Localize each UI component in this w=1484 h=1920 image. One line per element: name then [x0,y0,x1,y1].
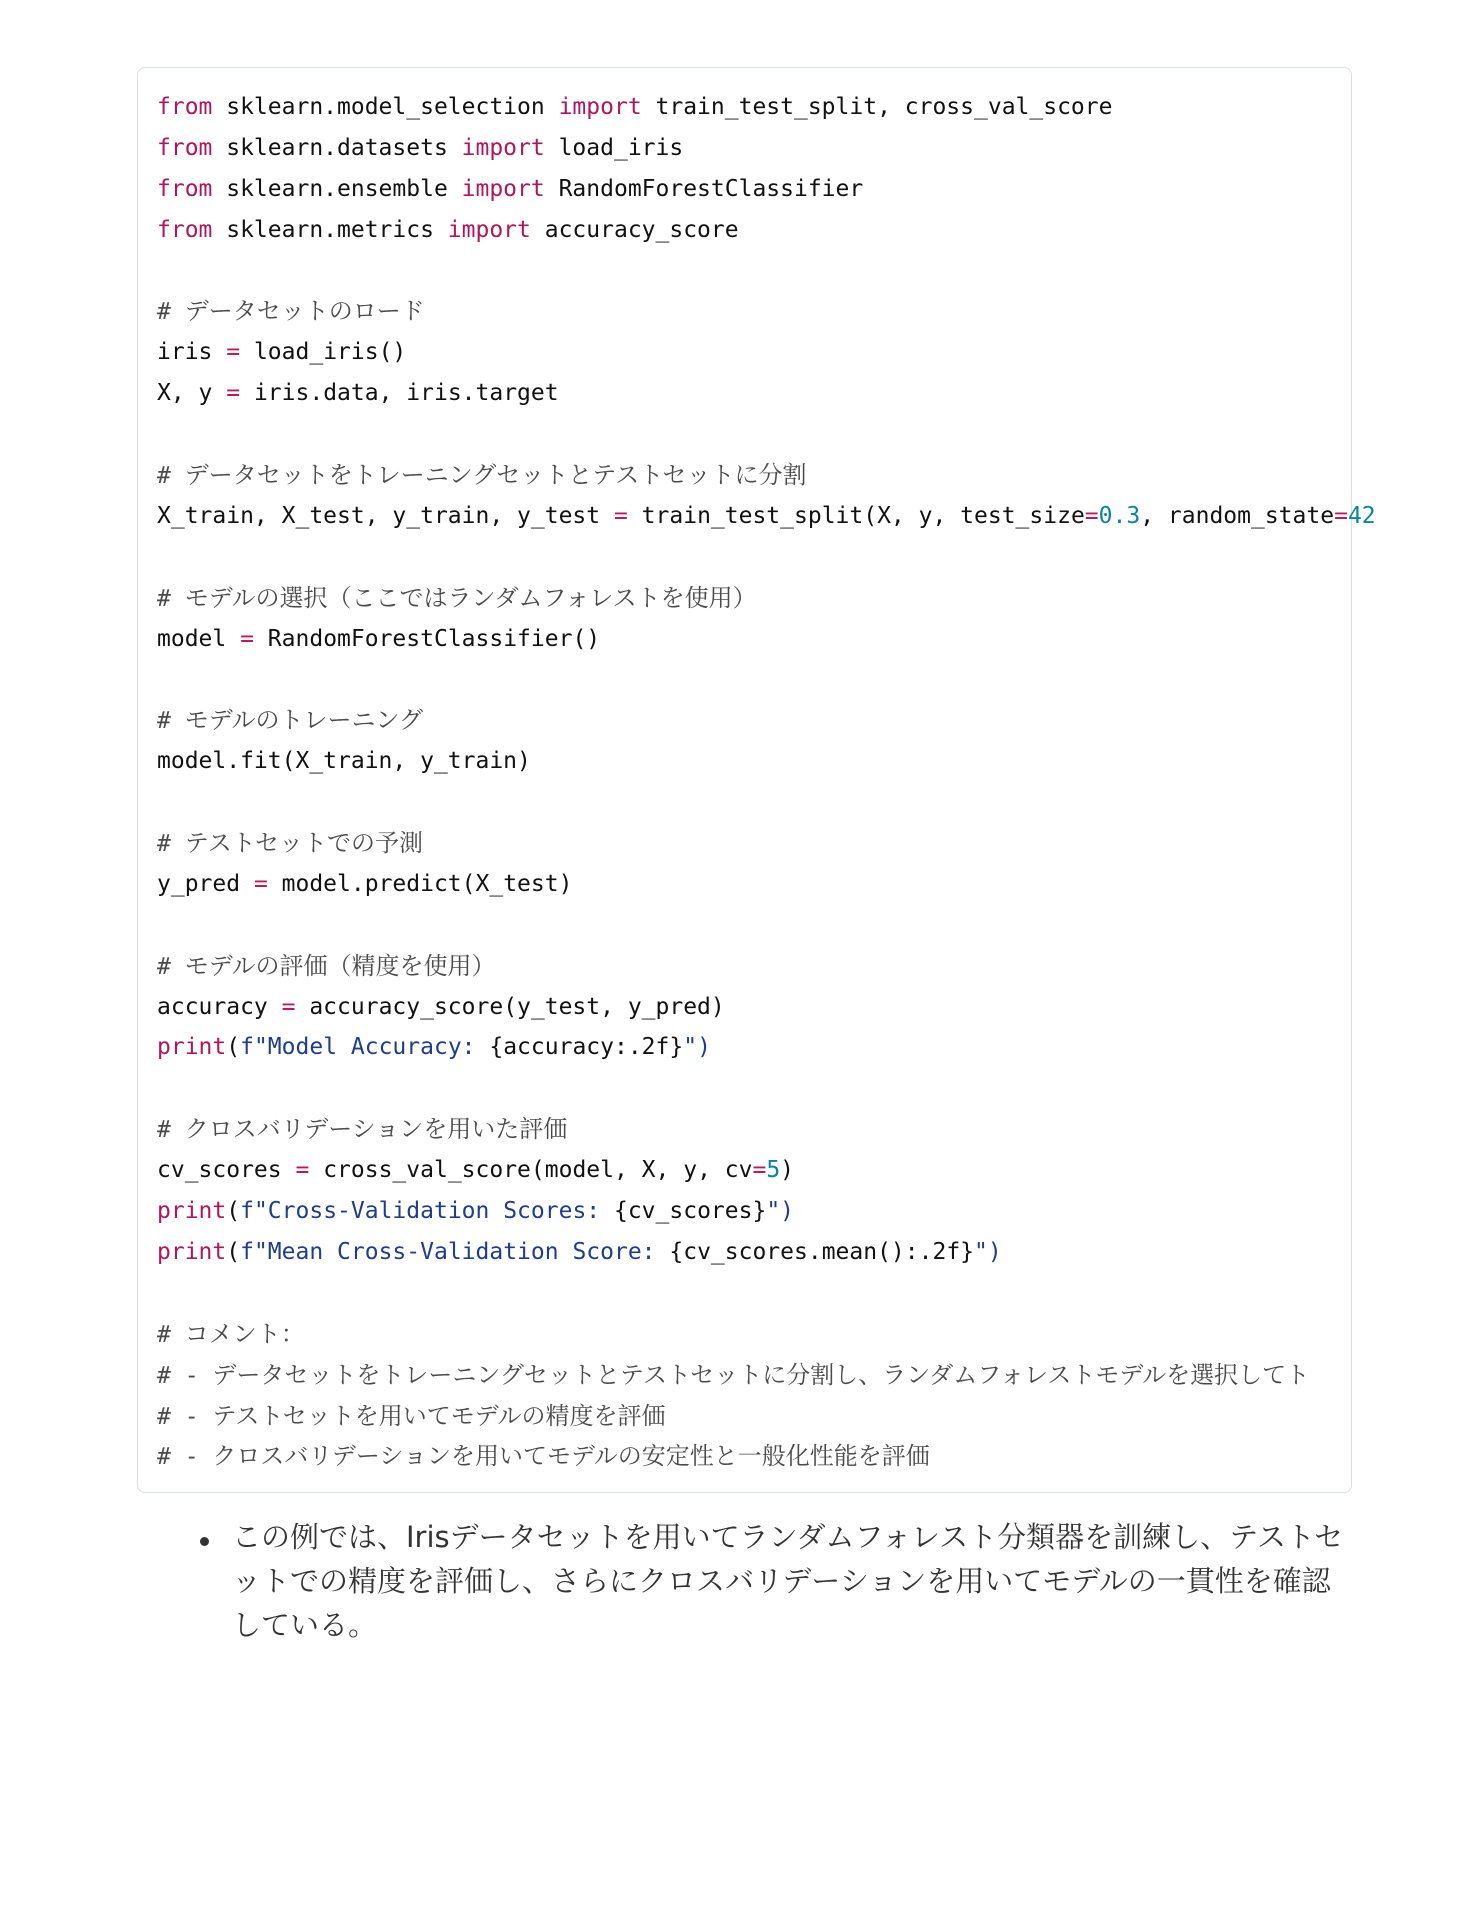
code-line-import-metrics [157,210,1351,251]
module-name: sklearn.model_selection [212,94,559,120]
code-operator: = [1084,502,1099,529]
code-block [137,67,1376,1493]
comment-text: クロスバリデーションを用いてモデルの安定性と一般化性能を評価 [212,1442,930,1471]
code-format-expr: {cv_scores} [613,1198,767,1225]
comment-hash: # [157,1117,185,1144]
code-paren: ) [780,1157,795,1184]
bullet-marker [200,1537,209,1546]
code-number: 0.3 [1098,502,1141,529]
comment-hash: # - [157,1362,213,1389]
code-paren: ( [226,1198,241,1225]
code-call: , random_state [1140,502,1335,529]
comment-hash: # [157,708,185,735]
code-lhs: iris [157,339,227,366]
code-operator: = [1334,502,1348,529]
code-lhs: X, y [157,380,227,407]
code-line-blank [157,251,1351,292]
keyword-from: from [157,216,213,243]
code-line-model [157,619,1351,660]
code-string-end: ") [683,1034,711,1061]
code-operator: = [226,380,241,407]
code-line-blank [157,782,1351,823]
code-comment-header [157,1314,1351,1355]
code-line-blank [157,1068,1351,1109]
keyword-print: print [157,1238,227,1265]
code-call: train_test_split(X, y, test_size [627,502,1085,529]
import-names: load_iris [544,134,684,161]
code-rhs: load_iris() [240,339,407,366]
comment-hash: # [157,953,185,980]
comment-text: テストセットを用いてモデルの精度を評価 [212,1401,666,1430]
code-lhs: X_train, X_test, y_train, y_test [157,502,614,529]
code-line-blank [157,905,1351,946]
code-format-expr: {cv_scores.mean():.2f} [669,1238,975,1265]
code-line-import-model-selection [157,87,1351,128]
keyword-from: from [157,175,213,202]
import-names: accuracy_score [530,216,739,243]
code-line-split [157,496,1376,537]
code-rhs: model.predict(X_test) [267,870,573,897]
code-string: f"Cross-Validation Scores: [240,1198,614,1225]
code-line-blank [157,414,1351,455]
comment-hash: # [157,299,185,326]
code-comment-note-1 [157,1355,1351,1396]
code-comment-load [157,291,1351,332]
code-string-end: ") [766,1198,795,1225]
module-name: sklearn.datasets [212,134,462,161]
code-line-print-accuracy [157,1027,1351,1068]
comment-text: データセットのロード [184,297,425,326]
code-lhs: accuracy [157,993,282,1020]
code-call: cross_val_score(model, X, y, cv [309,1157,753,1184]
code-line-pred [157,864,1351,905]
code-operator: = [226,339,241,366]
code-comment-predict [157,823,1351,864]
code-line-iris [157,332,1351,373]
code-number: 42 [1347,502,1376,529]
import-names: RandomForestClassifier [544,175,864,202]
code-line-cv [157,1150,1351,1191]
code-lhs: y_pred [157,870,254,897]
code-operator: = [240,625,254,652]
code-string-end: ") [974,1238,1002,1265]
code-comment-note-3 [157,1436,1351,1477]
comment-hash: # [157,463,185,490]
module-name: sklearn.metrics [212,216,448,243]
comment-text: データセットをトレーニングセットとテストセットに分割 [184,461,807,490]
keyword-import: import [461,175,545,202]
code-operator: = [295,1157,310,1184]
comment-text: モデルのトレーニング [184,706,424,735]
comment-text: モデルの選択（ここではランダムフォレストを使用） [184,583,757,612]
keyword-import: import [461,134,545,161]
code-line-import-datasets [157,128,1351,169]
keyword-from: from [157,94,213,120]
code-paren: ( [226,1034,241,1061]
code-comment-train [157,700,1351,741]
code-operator: = [613,502,628,529]
code-line-blank [157,659,1351,700]
code-operator: = [281,993,296,1020]
comment-hash: # [157,831,185,858]
code-operator: = [752,1157,767,1184]
code-format-expr: {accuracy:.2f} [489,1034,684,1061]
keyword-import: import [447,216,531,243]
keyword-print: print [157,1034,227,1061]
code-rhs: accuracy_score(y_test, y_pred) [295,993,725,1020]
code-line-blank [157,1273,1351,1314]
comment-text: モデルの評価（精度を使用） [184,951,496,980]
bullet-item-text: この例では、Irisデータセットを用いてランダムフォレスト分類器を訓練し、テストセットでの精度を評価し、さらにクロスバリデーションを用いてモデルの一貫性を確認している。 [232,1520,1344,1642]
code-line-blank [157,537,1351,578]
code-paren: ( [226,1238,241,1265]
code-lhs: model [157,625,241,652]
code-line-print-mean-cv [157,1232,1351,1273]
comment-text: テストセットでの予測 [184,829,424,858]
comment-hash: # - [157,1403,213,1430]
keyword-import: import [558,94,642,120]
code-comment-note-2 [157,1396,1351,1437]
code-line-print-cv-scores [157,1191,1351,1232]
comment-hash: # - [157,1444,213,1471]
code-comment-split [157,455,1351,496]
module-name: sklearn.ensemble [212,175,462,202]
comment-text: データセットをトレーニングセットとテストセットに分割し、ランダムフォレストモデルを選択してト [212,1360,1310,1389]
keyword-from: from [157,134,213,161]
comment-hash: # [157,1321,185,1348]
code-string: f"Model Accuracy: [240,1034,490,1061]
code-string: f"Mean Cross-Validation Score: [240,1238,670,1265]
comment-text: コメント： [184,1319,305,1348]
code-line-xy [157,373,1351,414]
code-content [157,87,1376,1477]
code-rhs: RandomForestClassifier() [253,625,601,652]
import-names: train_test_split, cross_val_score [641,94,1113,120]
code-comment-eval [157,946,1351,987]
code-line-import-ensemble [157,169,1351,210]
code-number: 5 [766,1157,781,1184]
comment-text: クロスバリデーションを用いた評価 [184,1115,568,1144]
code-statement: model.fit(X_train, y_train) [157,748,531,775]
code-rhs: iris.data, iris.target [240,380,559,407]
comment-hash: # [157,585,185,612]
code-operator: = [253,870,268,897]
code-comment-cv [157,1109,1351,1150]
keyword-print: print [157,1198,227,1225]
code-line-fit [157,741,1351,782]
code-line-accuracy [157,987,1351,1028]
code-lhs: cv_scores [157,1157,296,1184]
code-comment-model [157,578,1351,619]
